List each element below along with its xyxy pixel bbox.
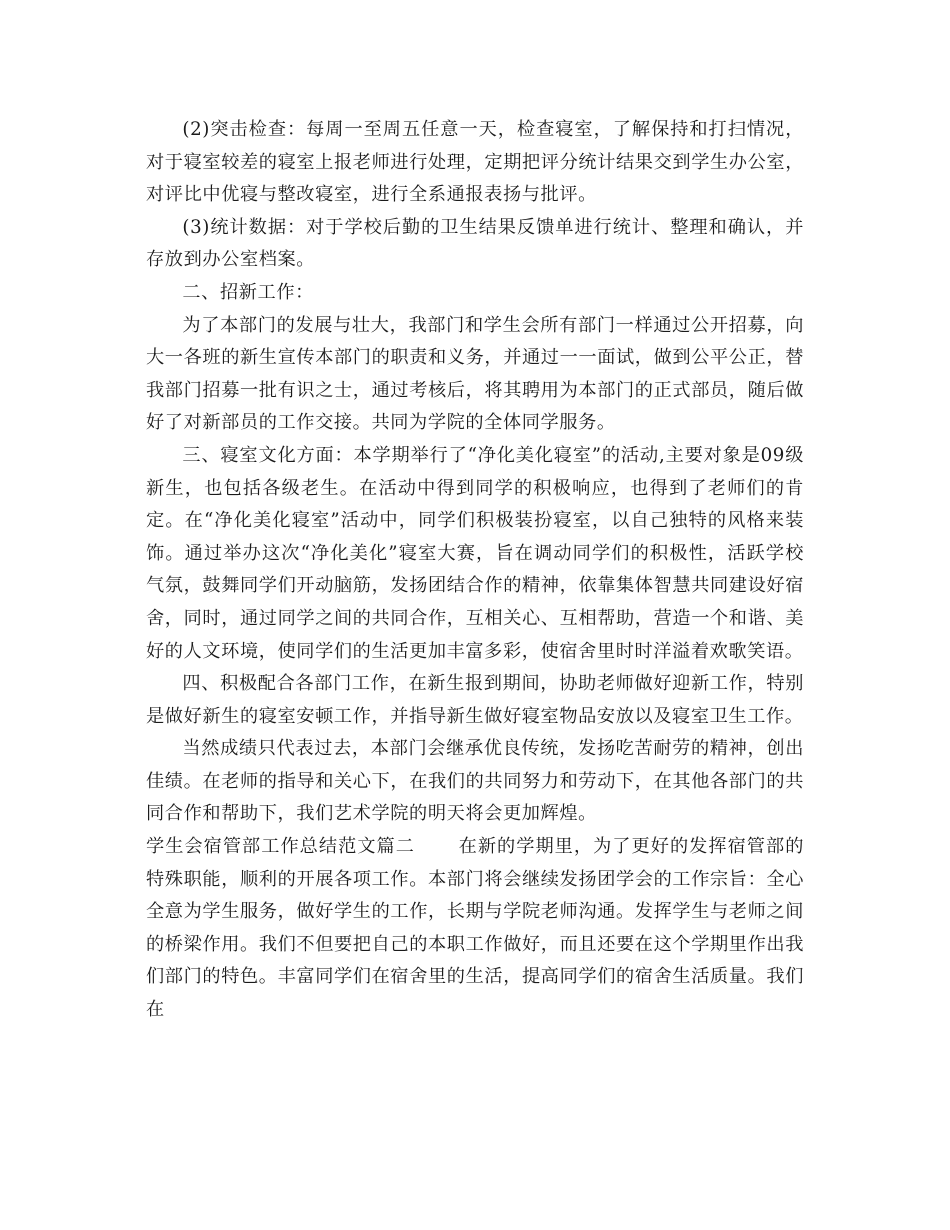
section-two-heading: 学生会宿管部工作总结范文篇二 — [146, 836, 415, 858]
paragraph-spot-check: (2)突击检查：每周一至周五任意一天，检查寝室，了解保持和打扫情况，对于寝室较差的寝室上报老师进行处理，定期把评分统计结果交到学生办公室，对评比中优寝与整改寝室，进行全系通报表扬与批评。 — [146, 119, 804, 206]
heading-recruitment: 二、招新工作： — [182, 281, 314, 303]
paragraph-dorm-culture: 三、寝室文化方面：本学期举行了“净化美化寝室”的活动,主要对象是09级新生，也包括各级老生。在活动中得到同学的积极响应，也得到了老师们的肯定。在“净化美化寝室”活动中，同学们积极装扮寝室，以自己独特的风格来装饰。通过举办这次“净化美化”寝室大赛，旨在调动同学们的积极性，活跃学校气氛，鼓舞同学们开动脑筋，发扬团结合作的精神，依靠集体智慧共同建设好宿舍，同时，通过同学之间的共同合作，互相关心、互相帮助，营造一个和谐、美好的人文环境，使同学们的生活更加丰富多彩，使宿舍里时时洋溢着欢歌笑语。 — [146, 444, 804, 662]
section-two — [146, 831, 804, 1027]
paragraph-statistics: (3)统计数据：对于学校后勤的卫生结果反馈单进行统计、整理和确认，并存放到办公室档案。 — [146, 216, 804, 271]
section-two-body: 在新的学期里，为了更好的发挥宿管部的特殊职能，顺利的开展各项工作。本部门将会继续发扬团学会的工作宗旨：全心全意为学生服务，做好学生的工作，长期与学院老师沟通。发挥学生与老师之间的桥梁作用。我们不但要把自己的本职工作做好，而且还要在这个学期里作出我们部门的特色。丰富同学们在宿舍里的生活，提高同学们的宿舍生活质量。我们在 — [146, 836, 804, 1021]
paragraph-recruitment: 为了本部门的发展与壮大，我部门和学生会所有部门一样通过公开招募，向大一各班的新生宣传本部门的职责和义务，并通过一一面试，做到公平公正，替我部门招募一批有识之士，通过考核后，将其聘用为本部门的正式部员，随后做好了对新部员的工作交接。共同为学院的全体同学服务。 — [146, 314, 804, 434]
paragraph-cooperation: 四、积极配合各部门工作，在新生报到期间，协助老师做好迎新工作，特别是做好新生的寝室安顿工作，并指导新生做好寝室物品安放以及寝室卫生工作。 — [146, 673, 804, 727]
paragraph-conclusion: 当然成绩只代表过去，本部门会继承优良传统，发扬吃苦耐劳的精神，创出佳绩。在老师的指导和关心下，在我们的共同努力和劳动下，在其他各部门的共同合作和帮助下，我们艺术学院的明天将会更加辉煌。 — [146, 738, 804, 825]
document-body — [146, 114, 804, 1027]
